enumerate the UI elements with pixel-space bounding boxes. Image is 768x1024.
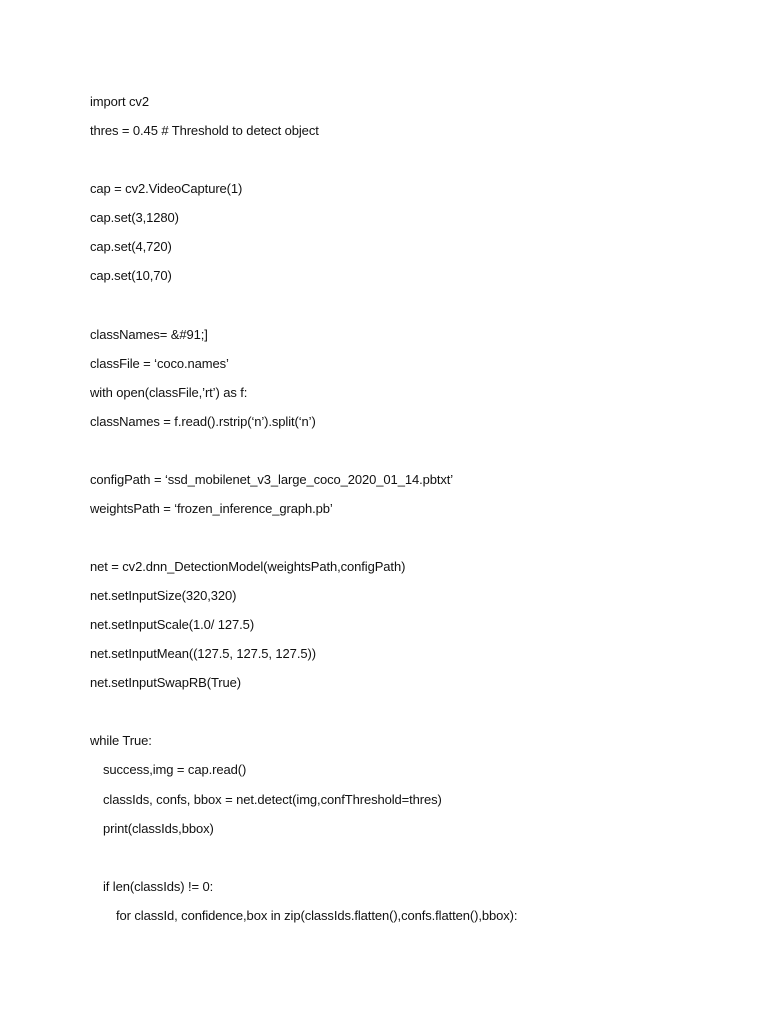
code-line-input-mean: net.setInputMean((127.5, 127.5, 127.5))	[90, 646, 316, 662]
code-line-cap-set-brightness: cap.set(10,70)	[90, 268, 172, 284]
code-line-cap-set-height: cap.set(4,720)	[90, 239, 172, 255]
code-line-net-detect: classIds, confs, bbox = net.detect(img,confThreshold=thres)	[103, 791, 442, 807]
blank-line	[90, 848, 740, 877]
code-listing	[90, 92, 740, 935]
code-line-configpath: configPath = ‘ssd_mobilenet_v3_large_coco_2020_01_14.pbtxt’	[90, 471, 454, 487]
code-line-print: print(classIds,bbox)	[103, 820, 214, 836]
code-line-cap-set-width: cap.set(3,1280)	[90, 210, 179, 226]
code-line-open-file: with open(classFile,’rt’) as f:	[90, 384, 248, 400]
code-line-classfile: classFile = ‘coco.names’	[90, 355, 229, 371]
blank-line	[90, 295, 740, 324]
code-line-detection-model: net = cv2.dnn_DetectionModel(weightsPath,configPath)	[90, 559, 406, 574]
code-line-while-loop: while True:	[90, 733, 152, 749]
blank-line	[90, 702, 740, 731]
code-line-import: import cv2	[90, 94, 149, 109]
code-line-cap-read: success,img = cap.read()	[103, 762, 247, 778]
blank-line	[90, 441, 740, 470]
code-line-input-swaprb: net.setInputSwapRB(True)	[90, 675, 242, 691]
code-line-classnames-init: classNames= &#91;]	[90, 326, 208, 342]
code-line-input-scale: net.setInputScale(1.0/ 127.5)	[90, 617, 255, 633]
code-line-weightspath: weightsPath = ‘frozen_inference_graph.pb’	[90, 500, 333, 516]
code-line-classnames-read: classNames = f.read().rstrip(‘n’).split(‘n’)	[90, 413, 316, 429]
code-line-if-len: if len(classIds) != 0:	[103, 878, 214, 894]
code-line-threshold: thres = 0.45 # Threshold to detect object	[90, 123, 319, 139]
code-line-for-loop: for classId, confidence,box in zip(classIds.flatten(),confs.flatten(),bbox):	[116, 907, 518, 923]
code-line-videocapture: cap = cv2.VideoCapture(1)	[90, 181, 243, 197]
blank-line	[90, 528, 740, 557]
blank-line	[90, 150, 740, 179]
code-line-input-size: net.setInputSize(320,320)	[90, 588, 237, 604]
